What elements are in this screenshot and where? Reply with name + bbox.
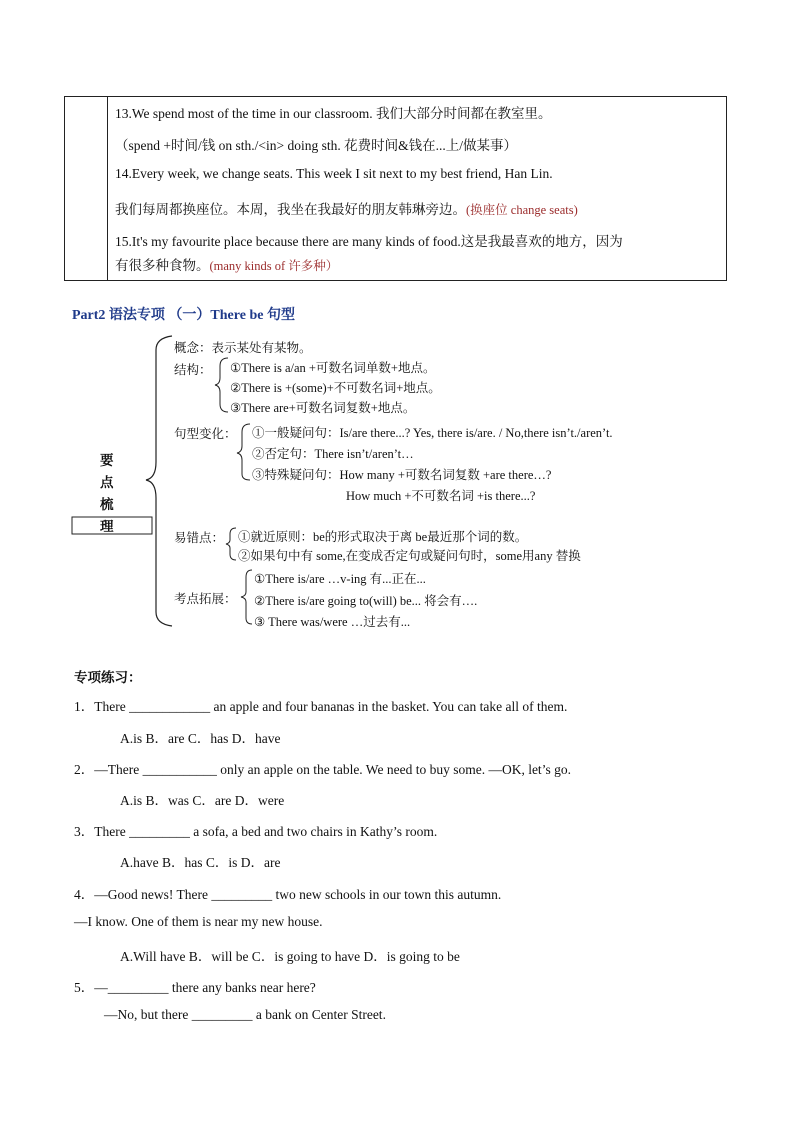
error-item: ①就近原则：be的形式取决于离 be最近那个词的数。 — [238, 530, 528, 544]
exercises-heading: 专项练习： — [74, 670, 142, 685]
center-char-4: 理 — [100, 519, 114, 534]
structure-item: ①There is a/an +可数名词单数+地点。 — [230, 361, 436, 375]
ext-item: ①There is/are …v-ing 有...正在... — [254, 572, 426, 586]
concept-text: 概念：表示某处有某物。 — [174, 341, 312, 355]
change-label: 句型变化： — [174, 427, 237, 441]
error-label: 易错点： — [174, 531, 225, 545]
error-item: ②如果句中有 some,在变成否定句或疑问句时，some用any 替换 — [238, 549, 581, 563]
sentence-15-note: (many kinds of 许多种） — [209, 259, 339, 273]
mindmap-center — [100, 450, 120, 538]
question-4-line2: —I know. One of them is near my new house. — [74, 914, 323, 929]
center-char-2: 点 — [100, 475, 114, 490]
question-3: 3．There _________ a sofa, a bed and two chairs in Kathy’s room. — [74, 824, 438, 839]
sentence-14-note: (换座位 change seats) — [466, 203, 578, 217]
question-3-options: A.have B．has C．is D．are — [120, 855, 281, 870]
question-2-options: A.is B．was C．are D．were — [120, 793, 285, 808]
question-4-options: A.Will have B．will be C．is going to have D．is going to be — [120, 949, 460, 964]
ext-item: ③ There was/were …过去有... — [254, 615, 411, 629]
sentence-14: 14.Every week, we change seats. This week I sit next to my best friend, Han Lin. — [115, 166, 553, 181]
ext-label: 考点拓展： — [174, 592, 237, 606]
sentence-15-cn: 有很多种食物。(many kinds of 许多种） — [115, 258, 339, 273]
sentence-13-note: （spend +时间/钱 on sth./<in> doing sth. 花费时间&钱在...上/做某事） — [115, 138, 517, 153]
question-2: 2．—There ___________ only an apple on the table. We need to buy some. —OK, let’s go. — [74, 762, 571, 777]
question-5-line2: —No, but there _________ a bank on Center Street. — [104, 1007, 386, 1022]
question-4: 4．—Good news! There _________ two new schools in our town this autumn. — [74, 887, 502, 902]
question-5: 5．—_________ there any banks near here? — [74, 980, 316, 995]
ext-item: ②There is/are going to(will) be... 将会有…. — [254, 594, 478, 608]
sentence-15: 15.It's my favourite place because there are many kinds of food.这是我最喜欢的地方，因为 — [115, 234, 623, 249]
change-item: How much +不可数名词 +is there...? — [346, 489, 536, 503]
change-item: ③特殊疑问句：How many +可数名词复数 +are there…? — [252, 468, 552, 482]
sentence-13: 13.We spend most of the time in our classroom. 我们大部分时间都在教室里。 — [115, 106, 552, 121]
structure-label: 结构： — [174, 363, 212, 377]
center-char-3: 梳 — [100, 497, 114, 512]
center-char-1: 要 — [100, 453, 114, 468]
sentence-14-cn: 我们每周都换座位。本周，我坐在我最好的朋友韩琳旁边。(换座位 change seats) — [115, 202, 578, 217]
question-1-options: A.is B．are C．has D．have — [120, 731, 281, 746]
structure-item: ③There are+可数名词复数+地点。 — [230, 401, 416, 415]
part2-title: Part2 语法专项 （一）There be 句型 — [72, 308, 295, 323]
change-item: ②否定句：There isn’t/aren’t… — [252, 447, 414, 461]
question-1: 1．There ____________ an apple and four bananas in the basket. You can take all of them. — [74, 699, 568, 714]
structure-item: ②There is +(some)+不可数名词+地点。 — [230, 381, 441, 395]
change-item: ①一般疑问句：Is/are there...? Yes, there is/are. / No,there isn’t./aren’t. — [252, 426, 613, 440]
